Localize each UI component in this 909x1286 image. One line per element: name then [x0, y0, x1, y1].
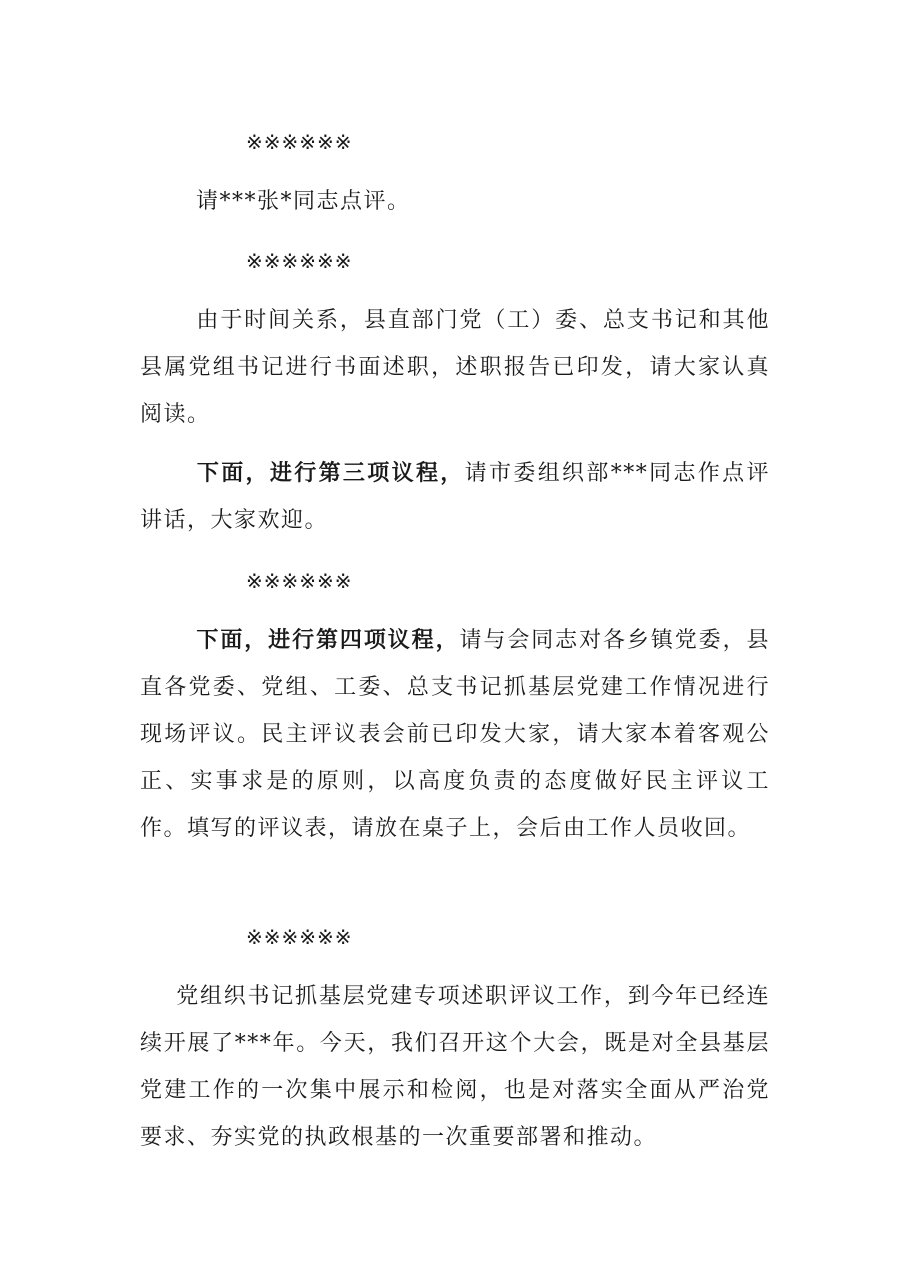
separator-2: ※※※※※※ — [246, 249, 353, 273]
paragraph-4-text: 请与会同志对各乡镇党委，县直各党委、党组、工委、总支书记抓基层党建工作情况进行现场评议。民主评议表会前已印发大家，请大家本着客观公正、实事求是的原则，以高度负责的态度做好民主评议工作。填写的评议表，请放在桌子上，会后由工作人员收回。 — [140, 628, 770, 841]
separator-4: ※※※※※※ — [246, 925, 353, 949]
paragraph-2 — [140, 297, 770, 438]
paragraph-3 — [140, 450, 770, 544]
paragraph-3-bold: 下面，进行第三项议程， — [196, 460, 465, 486]
paragraph-3-text: 请市委组织部***同志作点评讲话，大家欢迎。 — [140, 461, 770, 533]
paragraph-2-text: 由于时间关系，县直部门党（工）委、总支书记和其他县属党组书记进行书面述职，述职报告已印发，请大家认真阅读。 — [140, 308, 770, 427]
paragraph-1-text: 请***张*同志点评。 — [196, 189, 411, 214]
separator-3: ※※※※※※ — [246, 569, 353, 593]
paragraph-5-text: 党组织书记抓基层党建专项述职评议工作，到今年已经连续开展了***年。今天，我们召开这个大会，既是对全县基层党建工作的一次集中展示和检阅，也是对落实全面从严治党要求、夯实党的执政根基的一次重要部署和推动。 — [140, 984, 770, 1150]
paragraph-5 — [140, 973, 770, 1161]
paragraph-1 — [140, 178, 770, 225]
separator-1: ※※※※※※ — [246, 130, 353, 154]
paragraph-4-bold: 下面，进行第四项议程， — [196, 627, 460, 653]
paragraph-4 — [140, 617, 770, 852]
